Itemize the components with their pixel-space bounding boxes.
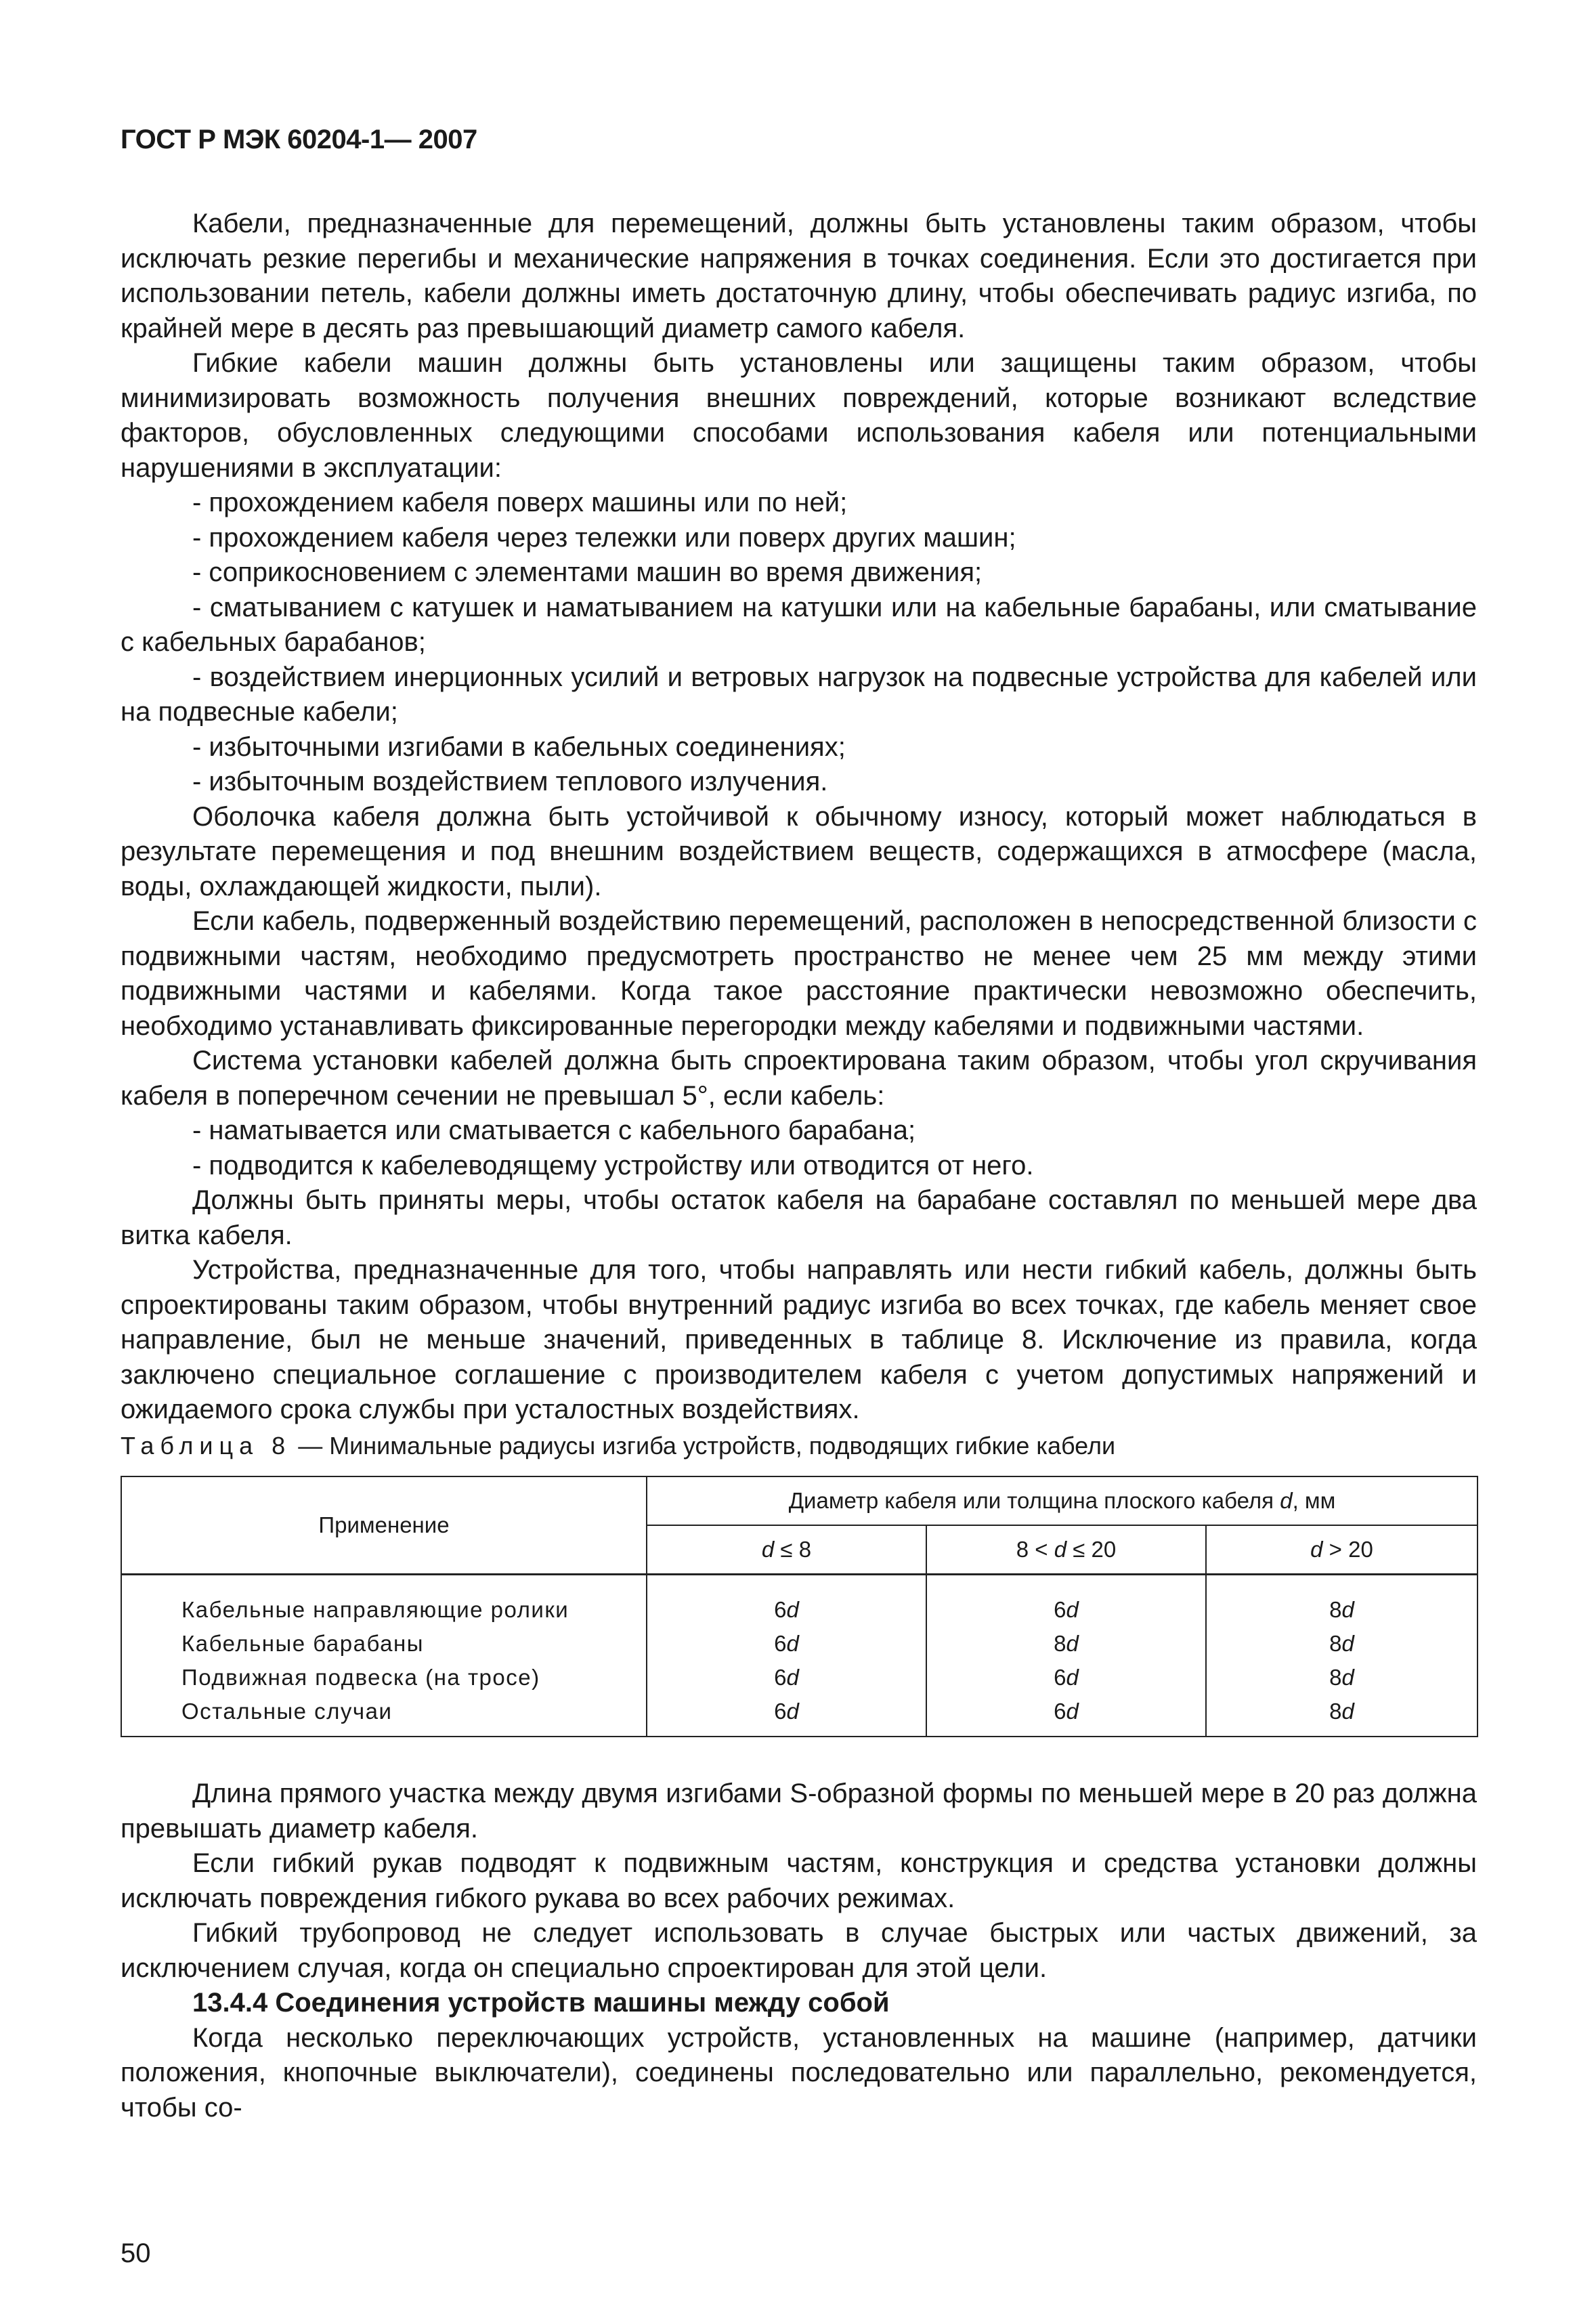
list-item: - прохождением кабеля поверх машины или по ней; [192, 488, 848, 517]
col-header-sub3: d > 20 [1206, 1525, 1478, 1574]
paragraph: Если кабель, подверженный воздействию перемещений, расположен в непосредственной близости с подвижными частям, необходимо предусмотреть пространство не менее чем 25 мм между этими подвижными частями и кабелями. Когда такое расстояние практически невозможно обеспечить, необходимо устанавливать фиксированные перегородки между кабелями и подвижными частями. [121, 906, 1477, 1041]
list-item: - избыточным воздействием теплового излучения. [192, 767, 828, 796]
table-cell-value: 8d [1329, 1664, 1354, 1690]
bend-radius-table [121, 1476, 1478, 1737]
table-cell-application: Остальные случаи [181, 1698, 393, 1724]
paragraph: Гибкие кабели машин должны быть установлены или защищены таким образом, чтобы минимизировать возможность получения внешних повреждений, которые возникают вследствие факторов, обусловленных следующими способами использования кабеля или потенциальными нарушениями в эксплуатации: [121, 348, 1477, 483]
table-caption-text: — Минимальные радиусы изгиба устройств, подводящих гибкие кабели [291, 1432, 1116, 1460]
table-col-application [121, 1574, 647, 1737]
table-cell-value: 6d [774, 1664, 799, 1690]
page-number: 50 [121, 2238, 151, 2268]
table-caption-label: Таблица 8 [121, 1432, 292, 1460]
table-cell-value: 8d [1329, 1596, 1354, 1622]
section-heading: 13.4.4 Соединения устройств машины между собой [192, 1988, 890, 2018]
table-cell-value: 6d [774, 1596, 799, 1622]
col-header-sub2: 8 < d ≤ 20 [926, 1525, 1206, 1574]
table-col-8-lt-d-le-20 [926, 1574, 1206, 1737]
table-col-d-gt-20 [1206, 1574, 1478, 1737]
list-item: - соприкосновением с элементами машин во время движения; [192, 557, 983, 587]
table-cell-value: 8d [1329, 1698, 1354, 1724]
table-cell-value: 8d [1329, 1630, 1354, 1656]
table-caption [121, 1432, 1115, 1460]
list-item: - подводится к кабелеводящему устройству или отводится от него. [192, 1150, 1034, 1180]
paragraph: Устройства, предназначенные для того, чтобы направлять или нести гибкий кабель, должны быть спроектированы таким образом, чтобы внутренний радиус изгиба во всех точках, где кабель меняет свое направление, был не меньше значений, приведенных в таблице 8. Исключение из правила, когда заключено специальное соглашение с производителем кабеля с учетом допустимых напряжений и ожидаемого срока службы при усталостных воздействиях. [121, 1255, 1477, 1424]
document-header: ГОСТ Р МЭК 60204-1— 2007 [121, 125, 477, 154]
body-text-upper [121, 207, 1477, 1428]
paragraph: Оболочка кабеля должна быть устойчивой к обычному износу, который может наблюдаться в результате перемещения и под внешним воздействием веществ, содержащихся в атмосфере (масла, воды, охлаждающей жидкости, пыли). [121, 801, 1477, 901]
col-header-application: Применение [121, 1476, 647, 1574]
col-header-diameter: Диаметр кабеля или толщина плоского кабеля d, мм [647, 1476, 1478, 1525]
table-cell-application: Кабельные направляющие ролики [181, 1596, 569, 1622]
table-cell-value: 6d [1054, 1698, 1079, 1724]
list-item: - наматывается или сматывается с кабельного барабана; [192, 1115, 916, 1145]
table-cell-application: Кабельные барабаны [181, 1630, 424, 1656]
table-cell-value: 6d [774, 1630, 799, 1656]
table-cell-value: 6d [1054, 1596, 1079, 1622]
paragraph: Когда несколько переключающих устройств, установленных на машине (например, датчики положения, кнопочные выключатели), соединены последовательно или параллельно, рекомендуется, чтобы со- [121, 2022, 1477, 2123]
table-cell-value: 6d [1054, 1664, 1079, 1690]
table-cell-application: Подвижная подвеска (на тросе) [181, 1664, 540, 1690]
body-text-lower [121, 1777, 1477, 2125]
table-cell-value: 8d [1054, 1630, 1079, 1656]
table-col-d-le-8 [647, 1574, 926, 1737]
list-item: - воздействием инерционных усилий и ветровых нагрузок на подвесные устройства для кабелей или на подвесные кабели; [121, 662, 1477, 727]
paragraph: Если гибкий рукав подводят к подвижным частям, конструкция и средства установки должны исключать повреждения гибкого рукава во всех рабочих режимах. [121, 1848, 1477, 1913]
paragraph: Длина прямого участка между двумя изгибами S-образной формы по меньшей мере в 20 раз должна превышать диаметр кабеля. [121, 1779, 1477, 1844]
list-item: - избыточными изгибами в кабельных соединениях; [192, 731, 846, 762]
col-header-sub1: d ≤ 8 [647, 1525, 926, 1574]
table-cell-value: 6d [774, 1698, 799, 1724]
paragraph: Система установки кабелей должна быть спроектирована таким образом, чтобы угол скручивания кабеля в поперечном сечении не превышал 5°, если кабель: [121, 1046, 1477, 1111]
list-item: - сматыванием с катушек и наматыванием на катушки или на кабельные барабаны, или сматывание с кабельных барабанов; [121, 592, 1477, 657]
paragraph: Кабели, предназначенные для перемещений, должны быть установлены таким образом, чтобы исключать резкие перегибы и механические напряжения в точках соединения. Если это достигается при использовании петель, кабели должны иметь достаточную длину, чтобы обеспечивать радиус изгиба, по крайней мере в десять раз превышающий диаметр самого кабеля. [121, 209, 1477, 343]
list-item: - прохождением кабеля через тележки или поверх других машин; [192, 522, 1016, 553]
paragraph: Должны быть приняты меры, чтобы остаток кабеля на барабане составлял по меньшей мере два витка кабеля. [121, 1185, 1477, 1250]
paragraph: Гибкий трубопровод не следует использовать в случае быстрых или частых движений, за исключением случая, когда он специально спроектирован для этой цели. [121, 1918, 1477, 1983]
